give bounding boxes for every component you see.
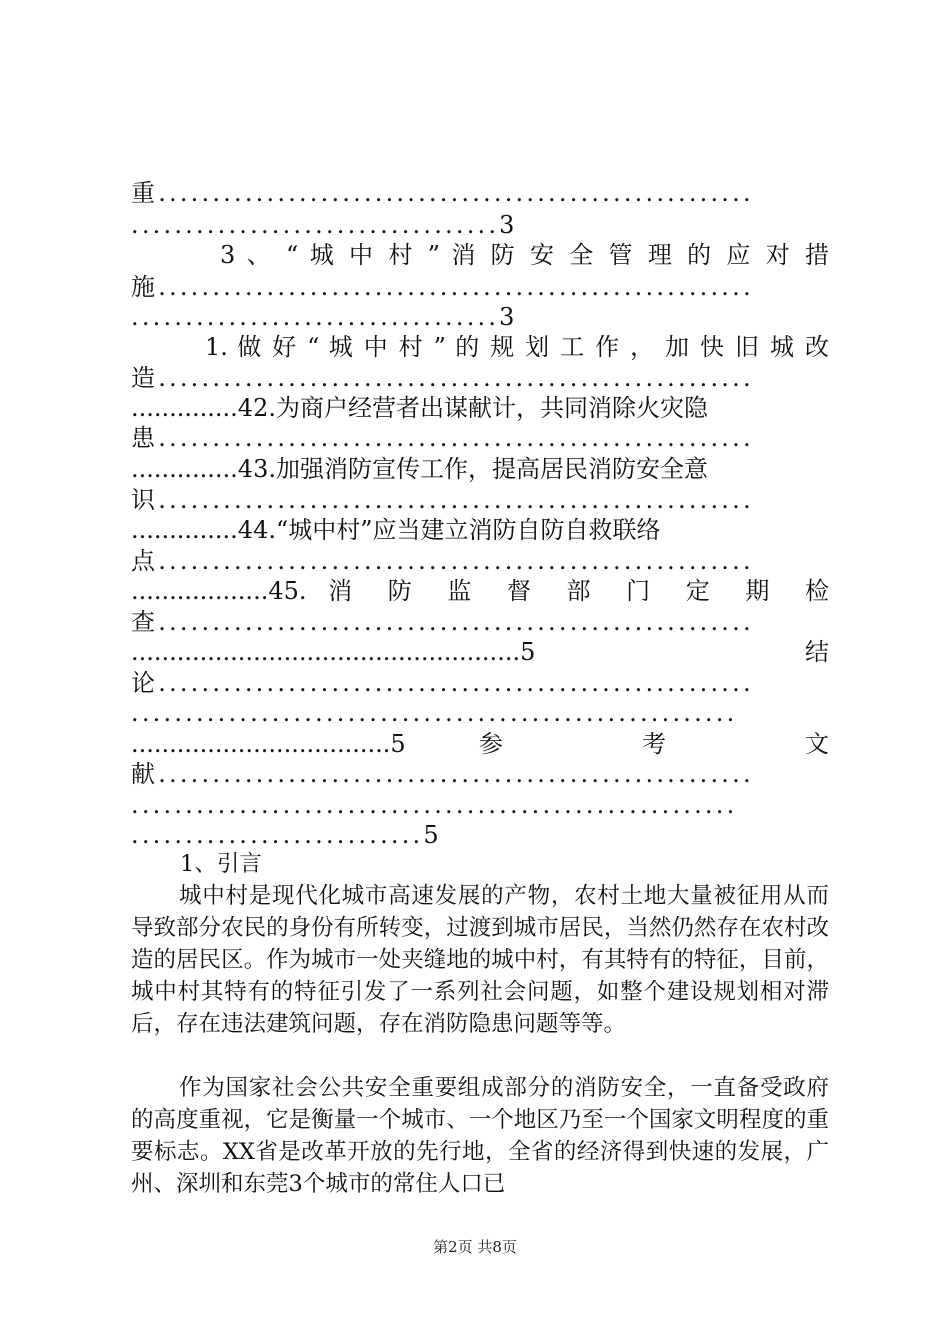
- toc-line: ..................................3: [131, 303, 518, 331]
- toc-line: ..............42.为商户经营者出谋献计，共同消除火灾隐: [131, 394, 708, 422]
- toc-line: 点.......................................................: [131, 547, 754, 575]
- toc-line: 患.......................................................: [131, 424, 754, 452]
- toc-line: 1. 做 好 “ 城 中 村 ” 的 规 划 工 作 ， 加 快 旧 城 改: [205, 333, 829, 361]
- toc-line: ........................................................: [131, 699, 738, 727]
- toc-line: 查.......................................................: [131, 608, 754, 636]
- toc-line: ........................................................: [131, 791, 738, 819]
- toc-line: 献.......................................................: [131, 760, 754, 788]
- body-paragraph: 城中村是现代化城市高速发展的产物，农村土地大量被征用从而导致部分农民的身份有所转变，过渡到城市居民，当然仍然存在农村改造的居民区。作为城市一处夹缝地的城中村，有其特有的特征，目前，城中村其特有的特征引发了一系列社会问题，如整个建设规划相对滞后，存在违法建筑问题，存在消防隐患问题等等。: [131, 883, 829, 1037]
- toc-line: ..............43.加强消防宣传工作，提高居民消防安全意: [131, 455, 708, 483]
- toc-line: ...........................5: [131, 821, 442, 849]
- toc-line: ..................45. 消 防 监 督 部 门 定 期 检: [131, 577, 829, 605]
- toc-line: 重.......................................................: [131, 179, 754, 207]
- toc-line: 施.......................................................: [131, 273, 754, 301]
- section-heading: 1、引言: [180, 851, 262, 877]
- toc-line: 识.......................................................: [131, 486, 754, 514]
- toc-line: 论.......................................................: [131, 669, 754, 697]
- page-number-footer: 第2页 共8页: [433, 1238, 517, 1256]
- toc-line: ..................................3: [131, 211, 518, 239]
- toc-line: 3 、 “ 城 中 村 ” 消 防 安 全 管 理 的 应 对 措: [220, 241, 829, 269]
- toc-line: ..................................5 参 考 文: [131, 730, 829, 758]
- body-paragraph: 作为国家社会公共安全重要组成部分的消防安全，一直备受政府的高度重视，它是衡量一个城市、一个地区乃至一个国家文明程度的重要标志。XX省是改革开放的先行地，全省的经济得到快速的发展，广州、深圳和东莞3个城市的常住人口已: [131, 1075, 829, 1197]
- toc-line: ...................................................5 结: [131, 638, 829, 666]
- toc-line: 造.......................................................: [131, 364, 754, 392]
- toc-line: ..............44.“城中村”应当建立消防自防自救联络: [131, 516, 661, 544]
